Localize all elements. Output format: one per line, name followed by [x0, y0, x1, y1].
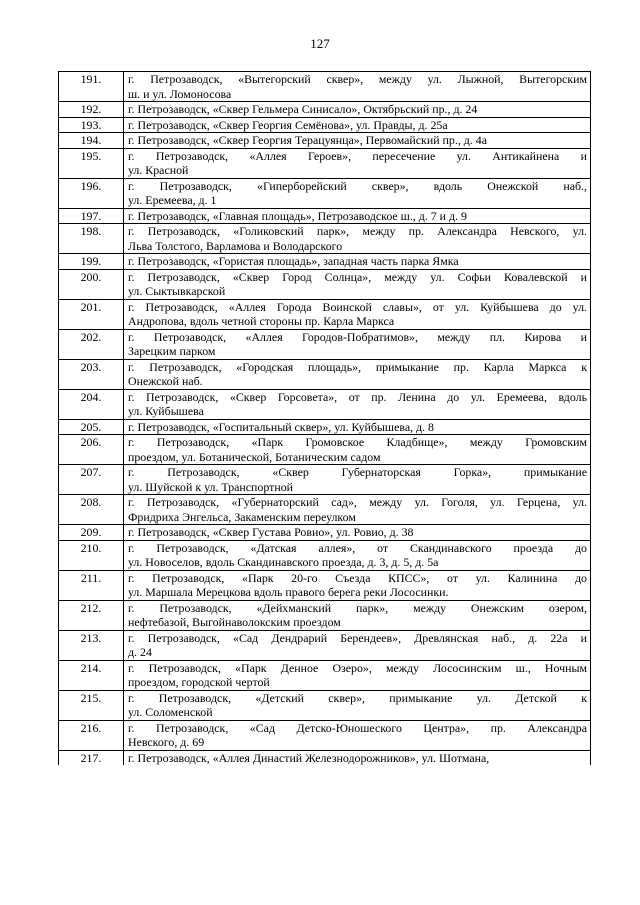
row-text-line: г. Петрозаводск, «Сквер Губернаторская Горка», примыкание	[128, 465, 587, 479]
row-text-line: г. Петрозаводск, «Парк Громовское Кладбище», между Громовским	[128, 435, 587, 449]
row-description	[124, 465, 591, 495]
table-row	[59, 208, 591, 224]
table-row	[59, 435, 591, 465]
row-text-line: нефтебазой, Выгойнаволокским проездом	[128, 615, 341, 629]
table-row	[59, 525, 591, 541]
row-text-line: ш. и ул. Ломоносова	[128, 86, 232, 101]
row-number: 192.	[59, 102, 124, 118]
row-description	[124, 495, 591, 525]
row-text-line: г. Петрозаводск, «Сквер Георгия Терацуянца», Первомайский пр., д. 4а	[128, 133, 487, 147]
row-text-line: Фридриха Энгельса, Закаменским переулком	[128, 509, 356, 524]
row-description	[124, 630, 591, 660]
row-description	[124, 299, 591, 329]
row-description	[124, 178, 591, 208]
table-row	[59, 750, 591, 765]
row-number: 195.	[59, 148, 124, 178]
row-text-line: Невского, д. 69	[128, 735, 205, 749]
row-text-line: ул. Сыктывкарской	[128, 284, 226, 298]
row-description	[124, 117, 591, 133]
row-text-line: Зарецким парком	[128, 344, 216, 358]
row-number: 194.	[59, 133, 124, 149]
row-text-line: г. Петрозаводск, «Госпитальный сквер», ул. Куйбышева, д. 8	[128, 419, 434, 434]
row-number: 207.	[59, 465, 124, 495]
row-description	[124, 224, 591, 254]
row-number: 210.	[59, 540, 124, 570]
row-text-line: г. Петрозаводск, «Сад Детско-Юношеского Центра», пр. Александра	[128, 720, 587, 735]
table-body	[59, 72, 591, 766]
table-row	[59, 329, 591, 359]
row-number: 208.	[59, 495, 124, 525]
row-description	[124, 359, 591, 389]
row-text-line: проездом, ул. Ботанической, Ботаническим садом	[128, 449, 381, 464]
row-description	[124, 102, 591, 118]
table-row	[59, 600, 591, 630]
row-text-line: г. Петрозаводск, «Сквер Георгия Семёнова», ул. Правды, д. 25а	[128, 117, 448, 132]
row-text-line: ул. Новоселов, вдоль Скандинавского проезда, д. 3, д. 5, д. 5а	[128, 555, 439, 569]
row-number: 209.	[59, 525, 124, 541]
row-number: 204.	[59, 389, 124, 419]
row-text-line: г. Петрозаводск, «Аллея Династий Железнодорожников», ул. Шотмана,	[128, 750, 490, 765]
table-row	[59, 254, 591, 270]
row-number: 214.	[59, 660, 124, 690]
table-row	[59, 102, 591, 118]
row-description	[124, 269, 591, 299]
table-row	[59, 72, 591, 102]
row-description	[124, 148, 591, 178]
row-description	[124, 419, 591, 435]
table-row	[59, 660, 591, 690]
row-number: 215.	[59, 690, 124, 720]
row-text-line: г. Петрозаводск, «Аллея Городов-Побратимов», между пл. Кирова и	[128, 329, 587, 344]
row-text-line: г. Петрозаводск, «Гиперборейский сквер», вдоль Онежской наб.,	[128, 178, 587, 193]
row-text-line: г. Петрозаводск, «Парк Денное Озеро», между Лососинским ш., Ночным	[128, 660, 587, 675]
row-number: 216.	[59, 720, 124, 750]
row-text-line: г. Петрозаводск, «Губернаторский сад», между ул. Гоголя, ул. Герцена, ул.	[128, 495, 587, 509]
row-number: 205.	[59, 419, 124, 435]
page-number: 127	[310, 36, 330, 51]
row-text-line: г. Петрозаводск, «Сквер Горсовета», от пр. Ленина до ул. Еремеева, вдоль	[128, 389, 587, 404]
row-text-line: Онежской наб.	[128, 374, 203, 388]
row-description	[124, 389, 591, 419]
row-number: 197.	[59, 208, 124, 224]
table-row	[59, 720, 591, 750]
row-number: 202.	[59, 329, 124, 359]
row-number: 206.	[59, 435, 124, 465]
table-row	[59, 495, 591, 525]
row-text-line: г. Петрозаводск, «Голиковский парк», между пр. Александра Невского, ул.	[128, 224, 587, 238]
row-description	[124, 435, 591, 465]
row-text-line: ул. Шуйской к ул. Транспортной	[128, 479, 294, 494]
row-text-line: г. Петрозаводск, «Гористая площадь», западная часть парка Ямка	[128, 254, 459, 268]
row-description	[124, 254, 591, 270]
row-description	[124, 690, 591, 720]
row-text-line: г. Петрозаводск, «Аллея Героев», пересечение ул. Антикайнена и	[128, 148, 587, 163]
row-text-line: г. Петрозаводск, «Датская аллея», от Скандинавского проезда до	[128, 540, 587, 555]
row-text-line: г. Петрозаводск, «Вытегорский сквер», между ул. Лыжной, Вытегорским	[128, 72, 587, 86]
table-row	[59, 178, 591, 208]
row-text-line: проездом, городской чертой	[128, 675, 270, 689]
row-number: 212.	[59, 600, 124, 630]
row-description	[124, 720, 591, 750]
row-description	[124, 660, 591, 690]
row-number: 200.	[59, 269, 124, 299]
row-description	[124, 540, 591, 570]
table-row	[59, 133, 591, 149]
table-row	[59, 630, 591, 660]
row-number: 198.	[59, 224, 124, 254]
row-number: 191.	[59, 72, 124, 102]
table-row	[59, 389, 591, 419]
row-text-line: г. Петрозаводск, «Аллея Города Воинской славы», от ул. Куйбышева до ул.	[128, 299, 587, 314]
row-text-line: ул. Куйбышева	[128, 404, 204, 418]
table-row	[59, 299, 591, 329]
row-number: 217.	[59, 750, 124, 765]
row-text-line: ул. Еремеева, д. 1	[128, 193, 217, 207]
row-number: 193.	[59, 117, 124, 133]
table-row	[59, 570, 591, 600]
row-text-line: ул. Маршала Мерецкова вдоль правого берега реки Лососинки.	[128, 585, 449, 599]
row-text-line: ул. Соломенской	[128, 705, 213, 719]
table-row	[59, 269, 591, 299]
table-row	[59, 690, 591, 720]
row-description	[124, 570, 591, 600]
table-row	[59, 148, 591, 178]
parks-table	[58, 71, 591, 765]
row-description	[124, 329, 591, 359]
row-text-line: г. Петрозаводск, «Сквер Гельмера Синисало», Октябрьский пр., д. 24	[128, 102, 478, 116]
row-number: 211.	[59, 570, 124, 600]
row-description	[124, 750, 591, 765]
row-text-line: г. Петрозаводск, «Сад Дендрарий Берендеев», Древлянская наб., д. 22а и	[128, 630, 587, 645]
row-text-line: Льва Толстого, Варламова и Володарского	[128, 238, 343, 253]
table-row	[59, 359, 591, 389]
row-number: 201.	[59, 299, 124, 329]
row-number: 213.	[59, 630, 124, 660]
row-text-line: г. Петрозаводск, «Городская площадь», примыкание пр. Карла Маркса к	[128, 359, 587, 374]
table-row	[59, 540, 591, 570]
table-row	[59, 419, 591, 435]
table-row	[59, 224, 591, 254]
row-text-line: г. Петрозаводск, «Сквер Густава Ровио», ул. Ровио, д. 38	[128, 525, 414, 539]
table-row	[59, 465, 591, 495]
row-text-line: г. Петрозаводск, «Главная площадь», Петрозаводское ш., д. 7 и д. 9	[128, 208, 467, 223]
row-description	[124, 133, 591, 149]
table-row	[59, 117, 591, 133]
row-text-line: Андропова, вдоль четной стороны пр. Карла Маркса	[128, 314, 395, 328]
row-text-line: ул. Красной	[128, 163, 189, 177]
row-text-line: г. Петрозаводск, «Сквер Город Солнца», между ул. Софьи Ковалевской и	[128, 269, 587, 284]
row-number: 203.	[59, 359, 124, 389]
row-description	[124, 72, 591, 102]
row-text-line: д. 24	[128, 645, 152, 659]
row-text-line: г. Петрозаводск, «Дейхманский парк», между Онежским озером,	[128, 600, 587, 615]
row-number: 196.	[59, 178, 124, 208]
row-description	[124, 208, 591, 224]
row-text-line: г. Петрозаводск, «Детский сквер», примыкание ул. Детской к	[128, 690, 587, 705]
row-description	[124, 525, 591, 541]
row-number: 199.	[59, 254, 124, 270]
row-text-line: г. Петрозаводск, «Парк 20-го Съезда КПСС», от ул. Калинина до	[128, 570, 587, 585]
row-description	[124, 600, 591, 630]
